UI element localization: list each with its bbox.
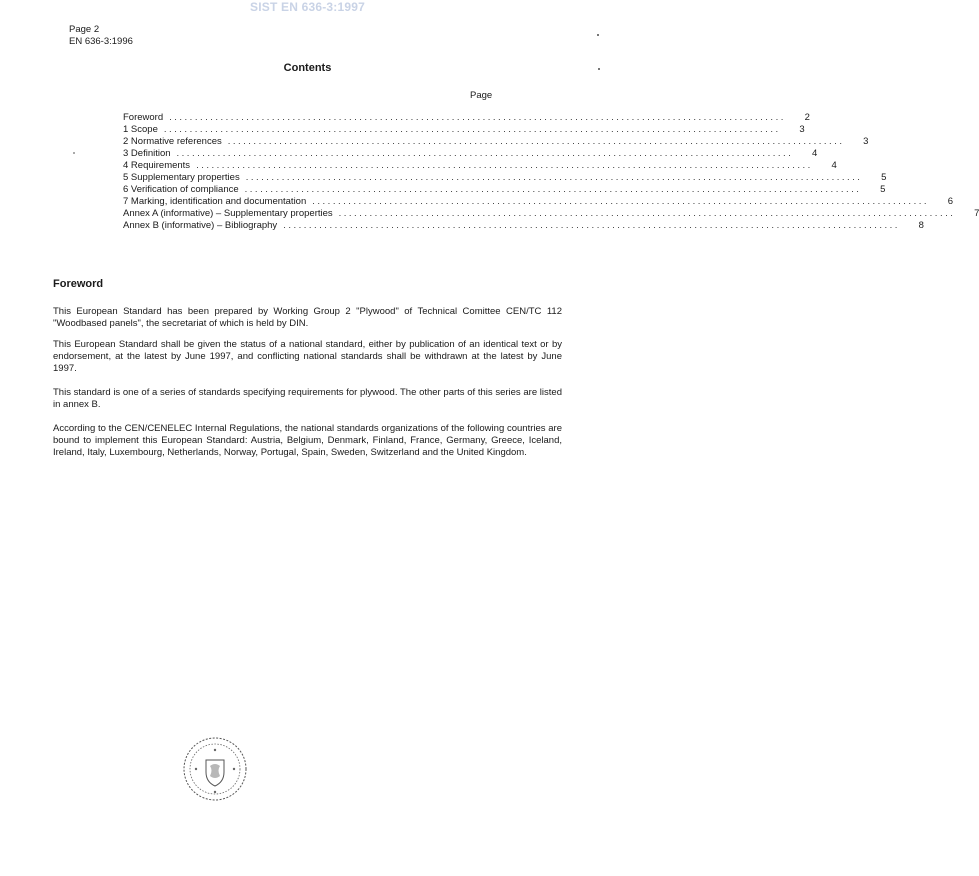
toc-entry-scope[interactable] [123,124,805,136]
foreword-paragraph: This European Standard shall be given the status of a national standard, either by publication of an identical text or by endorsement, at the latest by June 1997, and conflicting national standards shall be withdrawn at the latest by June 1997. [53,339,562,374]
toc-entry-label: 5 Supplementary properties [123,172,240,183]
page-number: Page 2 [69,24,100,35]
toc-entry-requirements[interactable] [123,160,837,172]
toc-entry-page: 5 [880,184,886,195]
toc-entry-page: 4 [831,160,837,171]
toc-entry-label: Foreword [123,112,164,123]
toc-entry-supplementary-properties[interactable] [123,172,887,184]
toc-dot-leader: ........................................................................................................................ [227,136,845,147]
toc-entry-label: Annex B (informative) – Bibliography [123,220,278,231]
toc-entry-page: 8 [918,220,924,231]
toc-entry-page: 3 [863,136,869,147]
toc-entry-label: Annex A (informative) – Supplementary properties [123,208,333,219]
table-of-contents [123,112,979,232]
toc-dot-leader: ........................................................................................................................ [283,220,900,231]
toc-entry-foreword[interactable] [123,112,810,124]
toc-dot-leader: ........................................................................................................................ [196,160,813,171]
toc-dot-leader: ........................................................................................................................ [245,172,863,183]
toc-entry-normative-references[interactable] [123,136,869,148]
toc-entry-label: 1 Scope [123,124,158,135]
toc-entry-label: 2 Normative references [123,136,222,147]
document-id: EN 636-3:1996 [69,36,133,47]
watermark-text: SIST EN 636-3:1997 [250,0,365,14]
toc-entry-page: 2 [804,112,810,123]
toc-entry-label: 6 Verification of compliance [123,184,239,195]
foreword-heading: Foreword [53,278,104,290]
contents-title: Contents [283,62,332,74]
toc-dot-leader: ........................................................................................................................ [338,208,956,219]
toc-entry-definition[interactable] [123,148,818,160]
foreword-paragraph: This European Standard has been prepared by Working Group 2 "Plywood" of Technical Comittee CEN/TC 112 "Woodbased panels", the secretariat of which is held by DIN. [53,306,562,329]
toc-entry-page: 6 [947,196,953,207]
foreword-paragraph: This standard is one of a series of standards specifying requirements for plywood. The other parts of this series are listed in annex B. [53,387,562,410]
scan-speck [598,68,600,70]
scan-speck [597,34,599,36]
page-header [69,24,133,48]
toc-entry-annex-b[interactable] [123,220,924,232]
scan-speck [73,152,75,154]
toc-entry-page: 3 [799,124,805,135]
toc-dot-leader: ........................................................................................................................ [244,184,862,195]
foreword-paragraph: According to the CEN/CENELEC Internal Regulations, the national standards organizations of the following countries are bound to implement this European Standard: Austria, Belgium, Denmark, Finland, France, Germany, Greece, Iceland, Ireland, Italy, Luxembourg, Netherlands, Norway, Portugal, Spain, Sweden, Switzerland and the United Kingdom. [53,423,562,458]
toc-dot-leader: ........................................................................................................................ [169,112,786,123]
toc-dot-leader: ........................................................................................................................ [163,124,781,135]
toc-entry-page: 5 [881,172,887,183]
toc-entry-marking[interactable] [123,196,953,208]
toc-entry-page: 4 [811,148,818,159]
toc-entry-label: 4 Requirements [123,160,191,171]
toc-dot-leader: ........................................................................................................................ [176,148,794,159]
page-column-label: Page [470,90,493,101]
toc-entry-page: 7 [974,208,979,219]
toc-dot-leader: ........................................................................................................................ [312,196,929,207]
toc-entry-annex-a[interactable] [123,208,979,220]
toc-entry-label: 3 Definition [123,148,171,159]
toc-entry-label: 7 Marking, identification and documentation [123,196,307,207]
toc-entry-verification[interactable] [123,184,886,196]
official-seal-stamp-icon [182,736,248,802]
